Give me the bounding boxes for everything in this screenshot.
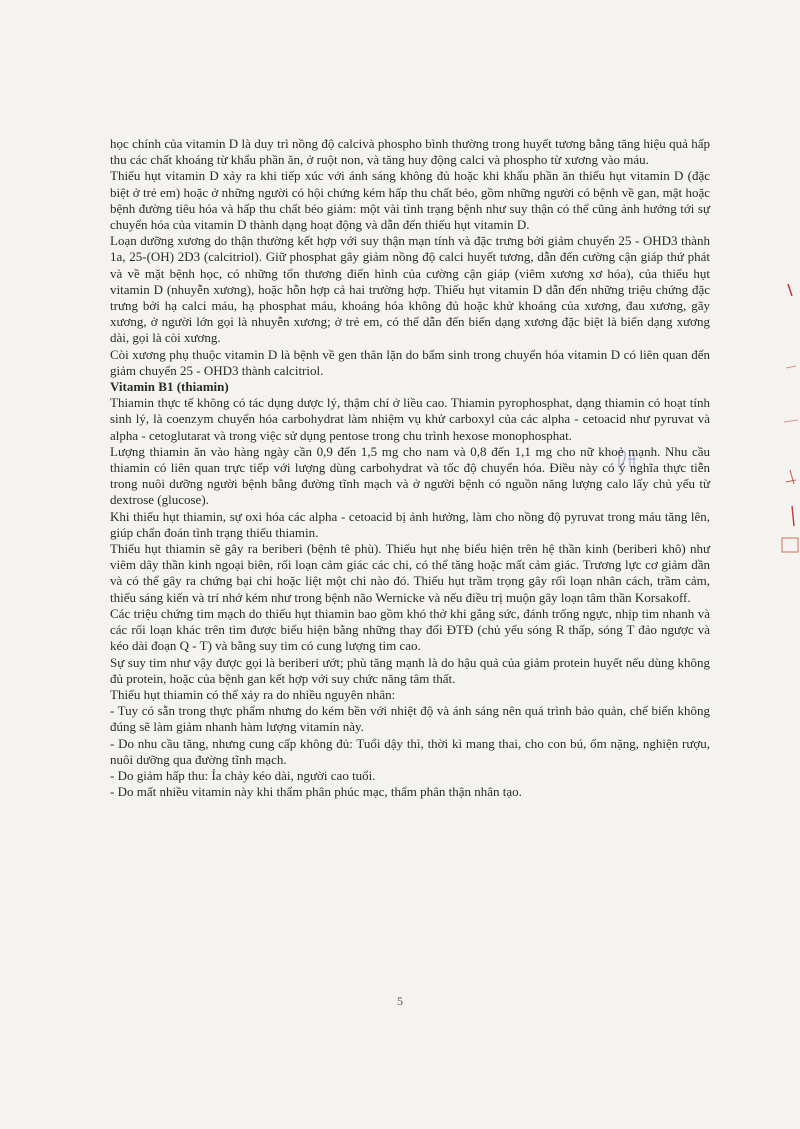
- paragraph: Thiamin thực tế không có tác dụng dược lý, thậm chí ở liều cao. Thiamin pyrophosphat, dạng thiamin có hoạt tính sinh lý, là coenzym chuyển hóa carbohydrat làm nhiệm vụ khử carboxyl của các alpha - cetoacid như pyruvat và alpha - cetoglutarat và trong việc sử dụng pentose trong chu trình hexose monophosphat.: [110, 395, 710, 443]
- paragraph: học chính của vitamin D là duy trì nồng độ calcivà phospho bình thường trong huyết tương bằng tăng hiệu quả hấp thu các chất khoáng từ khẩu phần ăn, ở ruột non, và tăng huy động calci và phospho từ xương vào máu.: [110, 136, 710, 168]
- paragraph: Các triệu chứng tim mạch do thiếu hụt thiamin bao gồm khó thở khi gắng sức, đánh trống ngực, nhịp tim nhanh và các rối loạn khác trên tim được biểu hiện bằng những thay đổi ĐTĐ (chủ yếu sóng R thấp, sóng T đảo ngược và kéo dài đoạn Q - T) và bằng suy tim có cung lượng tim cao.: [110, 605, 710, 654]
- paragraph: Thiếu hụt thiamin có thể xảy ra do nhiều nguyên nhân:: [110, 686, 396, 702]
- paragraph: Lượng thiamin ăn vào hàng ngày cần 0,9 đến 1,5 mg cho nam và 0,8 đến 1,1 mg cho nữ khoẻ mạnh. Nhu cầu thiamin có liên quan trực tiếp với lượng dùng carbohydrat và tốc độ chuyển hóa. Điều này có ý nghĩa thực tiễn trong nuôi dưỡng người bệnh bằng đường tĩnh mạch và ở người bệnh có nguồn năng lượng calo lấy chủ yếu từ dextrose (glucose).: [110, 443, 710, 508]
- list-item: - Do nhu cầu tăng, nhưng cung cấp không đủ: Tuổi dậy thì, thời kì mang thai, cho con bú, ốm nặng, nghiện rượu, nuôi dưỡng qua đường tĩnh mạch.: [110, 735, 710, 767]
- paragraph: Thiếu hụt thiamin sẽ gây ra beriberi (bệnh tê phù). Thiếu hụt nhẹ biểu hiện trên hệ thần kinh (beriberi khô) như viêm dây thần kinh ngoại biên, rối loạn cảm giác các chi, có thể tăng hoặc mất cảm giác. Trương lực cơ giảm dần và có thể gây ra chứng bại chi hoặc liệt một chi nào đó. Thiếu hụt trầm trọng gây rối loạn nhân cách, trầm cảm, thiếu sáng kiến và trí nhớ kém như trong bệnh não Wernicke và nếu điều trị muộn gây loạn tâm thần Korsakoff.: [110, 541, 710, 605]
- section-heading: Vitamin B1 (thiamin): [110, 379, 229, 395]
- list-item: - Do giảm hấp thu: Ỉa chảy kéo dài, người cao tuổi.: [110, 767, 376, 783]
- paragraph: Còi xương phụ thuộc vitamin D là bệnh về gen thân lặn do bẩm sinh trong chuyển hóa vitamin D có liên quan đến giảm chuyển 25 - OHD3 thành calcitriol.: [110, 346, 710, 378]
- paragraph: Loạn dưỡng xương do thận thường kết hợp với suy thận mạn tính và đặc trưng bởi giảm chuyển 25 - OHD3 thành 1a, 25-(OH) 2D3 (calcitriol). Giữ phosphat gây giảm nồng độ calci huyết tương, dẫn đến cường cận giáp thứ phát và về mặt bệnh học, có những tổn thương điển hình của cường cận giáp (viêm xương xơ hóa), của thiếu hụt vitamin D (nhuyễn xương), hoặc hỗn hợp cả hai trường hợp. Thiếu hụt vitamin D dẫn đến những triệu chứng đặc trưng bởi hạ calci máu, hạ phosphat máu, khoáng hóa không đủ hoặc khử khoáng của xương, đau xương, gãy xương, ở người lớn gọi là nhuyễn xương; ở trẻ em, có thể dẫn đến biến dạng xương đặc biệt là biến dạng xương dài, gọi là còi xương.: [110, 233, 710, 346]
- paragraph: Thiếu hụt vitamin D xảy ra khi tiếp xúc với ánh sáng không đủ hoặc khi khẩu phần ăn thiếu hụt vitamin D (đặc biệt ở trẻ em) hoặc ở những người có hội chứng kém hấp thu chất béo, gồm những người có bệnh về gan, mật hoặc bệnh đường tiêu hóa và hấp thu chất béo giảm: một vài tình trạng bệnh như suy thận có thể cũng ảnh hưởng tới sự chuyển hóa của vitamin D thành dạng hoạt động và dẫn đến thiếu hụt vitamin D.: [110, 168, 710, 233]
- list-item: - Tuy có sẵn trong thực phẩm nhưng do kém bền với nhiệt độ và ánh sáng nên quá trình bảo quản, chế biến không đúng sẽ làm giảm nhanh hàm lượng vitamin này.: [110, 703, 710, 735]
- document-body: [110, 136, 710, 800]
- edge-stamp-icon: [778, 270, 800, 610]
- page-number: 5: [397, 994, 403, 1008]
- list-item: - Do mất nhiều vitamin này khi thẩm phân phúc mạc, thẩm phân thận nhân tạo.: [110, 784, 522, 800]
- paragraph: Sự suy tim như vậy được gọi là beriberi ướt; phù tăng mạnh là do hậu quả của giảm protein huyết nếu dùng không đủ protein, hoặc của bệnh gan kết hợp với suy chức năng tâm thất.: [110, 654, 710, 686]
- paragraph: Khi thiếu hụt thiamin, sự oxi hóa các alpha - cetoacid bị ảnh hưởng, làm cho nồng độ pyruvat trong máu tăng lên, giúp chẩn đoán tình trạng thiếu thiamin.: [110, 508, 710, 540]
